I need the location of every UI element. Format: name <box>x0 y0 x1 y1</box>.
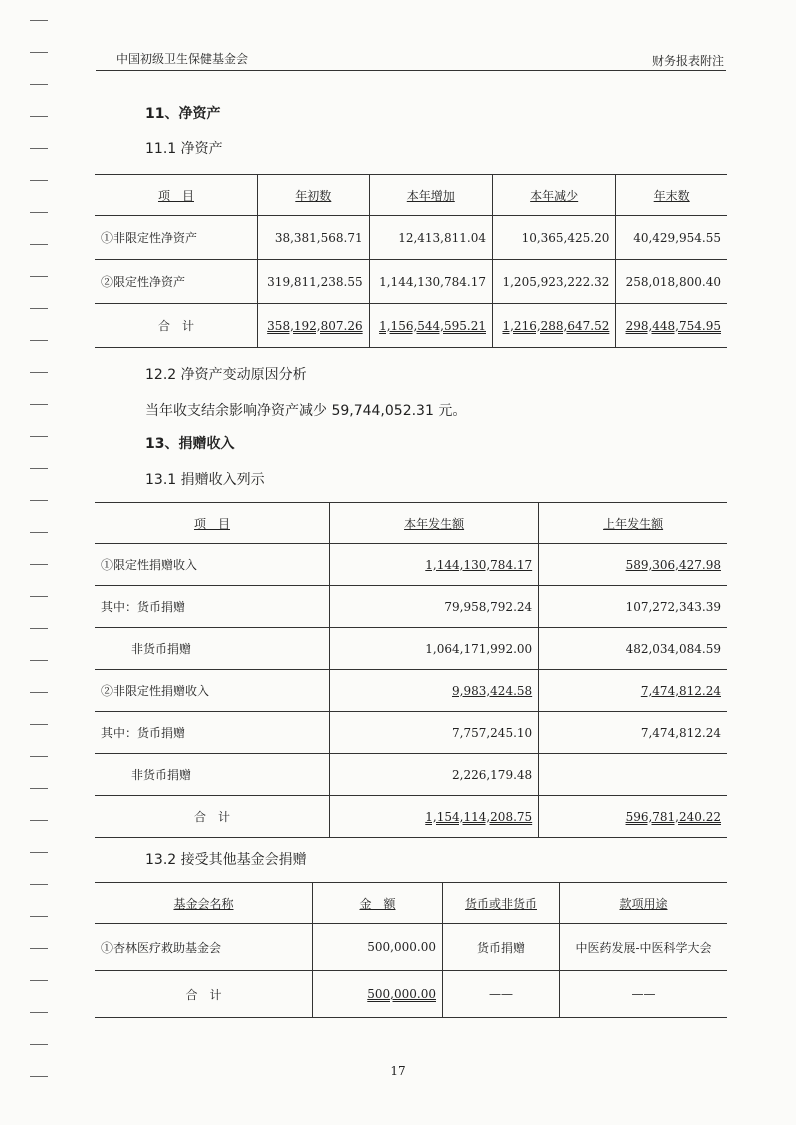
table-row <box>95 924 727 971</box>
cell-value: 482,034,084.59 <box>539 628 727 670</box>
col-header: 货币或非货币 <box>443 883 560 924</box>
row-label: ②非限定性捐赠收入 <box>95 670 330 712</box>
net-assets-table <box>95 174 727 348</box>
cell-value: 1,156,544,595.21 <box>379 318 486 333</box>
cell-value: 1,144,130,784.17 <box>425 557 533 572</box>
row-label: ①限定性捐赠收入 <box>95 544 330 586</box>
cell-value: 货币捐赠 <box>443 924 560 971</box>
col-header: 本年发生额 <box>330 503 539 544</box>
donation-income-table <box>95 502 727 838</box>
cell-value <box>539 754 727 796</box>
header-doc-title: 财务报表附注 <box>651 54 724 68</box>
section-11-title: 11、净资产 <box>145 106 221 122</box>
cell-value: 258,018,800.40 <box>616 260 727 304</box>
cell-value: 中医药发展-中医科学大会 <box>560 924 728 971</box>
row-label: 合 计 <box>95 971 313 1018</box>
cell-value: 358,192,807.26 <box>267 318 363 333</box>
col-header: 基金会名称 <box>95 883 313 924</box>
table-row <box>95 216 727 260</box>
cell-value: 79,958,792.24 <box>330 586 539 628</box>
cell-value: 10,365,425.20 <box>492 216 615 260</box>
table-total-row <box>95 304 727 348</box>
header-rule <box>96 70 726 71</box>
table-row <box>95 544 727 586</box>
row-label: 其中：货币捐赠 <box>95 712 330 754</box>
col-header: 年初数 <box>258 175 370 216</box>
table-row <box>95 754 727 796</box>
table-row <box>95 670 727 712</box>
row-label: 合 计 <box>95 304 258 348</box>
cell-value: 9,983,424.58 <box>452 683 533 698</box>
cell-value: 298,448,754.95 <box>625 318 721 333</box>
row-label: 非货币捐赠 <box>95 754 330 796</box>
col-header: 本年增加 <box>369 175 492 216</box>
col-header: 款项用途 <box>560 883 728 924</box>
cell-value: 1,144,130,784.17 <box>369 260 492 304</box>
col-header: 年末数 <box>616 175 727 216</box>
cell-value: 500,000.00 <box>367 987 436 1001</box>
table-header-row <box>95 175 727 216</box>
table-header-row <box>95 503 727 544</box>
cell-value: 319,811,238.55 <box>258 260 370 304</box>
cell-value: 7,757,245.10 <box>330 712 539 754</box>
cell-value: 500,000.00 <box>313 924 443 971</box>
table-row <box>95 586 727 628</box>
col-header: 上年发生额 <box>539 503 727 544</box>
section-13-title: 13、捐赠收入 <box>145 436 235 452</box>
header-org-name: 中国初级卫生保健基金会 <box>116 52 249 66</box>
table-total-row <box>95 796 727 838</box>
section-12-2-text: 当年收支结余影响净资产减少 59,744,052.31 元。 <box>145 403 467 419</box>
foundation-donation-table <box>95 882 727 1018</box>
row-label: 非货币捐赠 <box>95 628 330 670</box>
cell-value: 596,781,240.22 <box>625 809 721 824</box>
cell-value: 1,154,114,208.75 <box>425 809 533 824</box>
cell-value: 12,413,811.04 <box>369 216 492 260</box>
cell-value: 1,064,171,992.00 <box>330 628 539 670</box>
section-13-1-title: 13.1 捐赠收入列示 <box>145 472 265 488</box>
section-13-2-title: 13.2 接受其他基金会捐赠 <box>145 852 307 868</box>
cell-value: 107,272,343.39 <box>539 586 727 628</box>
col-header: 项 目 <box>95 503 330 544</box>
row-label: ①杏林医疗救助基金会 <box>95 924 313 971</box>
cell-value: —— <box>560 971 728 1018</box>
section-12-2-title: 12.2 净资产变动原因分析 <box>145 367 307 383</box>
cell-value: —— <box>443 971 560 1018</box>
cell-value: 1,205,923,222.32 <box>492 260 615 304</box>
section-11-1-title: 11.1 净资产 <box>145 141 223 157</box>
cell-value: 40,429,954.55 <box>616 216 727 260</box>
table-header-row <box>95 883 727 924</box>
cell-value: 2,226,179.48 <box>330 754 539 796</box>
row-label: ②限定性净资产 <box>95 260 258 304</box>
cell-value: 7,474,812.24 <box>539 712 727 754</box>
table-row <box>95 628 727 670</box>
row-label: ①非限定性净资产 <box>95 216 258 260</box>
cell-value: 7,474,812.24 <box>640 683 721 698</box>
col-header: 本年减少 <box>492 175 615 216</box>
table-row <box>95 260 727 304</box>
cell-value: 589,306,427.98 <box>625 557 721 572</box>
table-total-row <box>95 971 727 1018</box>
cell-value: 38,381,568.71 <box>258 216 370 260</box>
row-label: 合 计 <box>95 796 330 838</box>
col-header: 项 目 <box>95 175 258 216</box>
row-label: 其中：货币捐赠 <box>95 586 330 628</box>
binding-margin-marks <box>0 0 40 1125</box>
col-header: 金 额 <box>313 883 443 924</box>
cell-value: 1,216,288,647.52 <box>502 318 610 333</box>
page-number: 17 <box>390 1064 406 1078</box>
table-row <box>95 712 727 754</box>
